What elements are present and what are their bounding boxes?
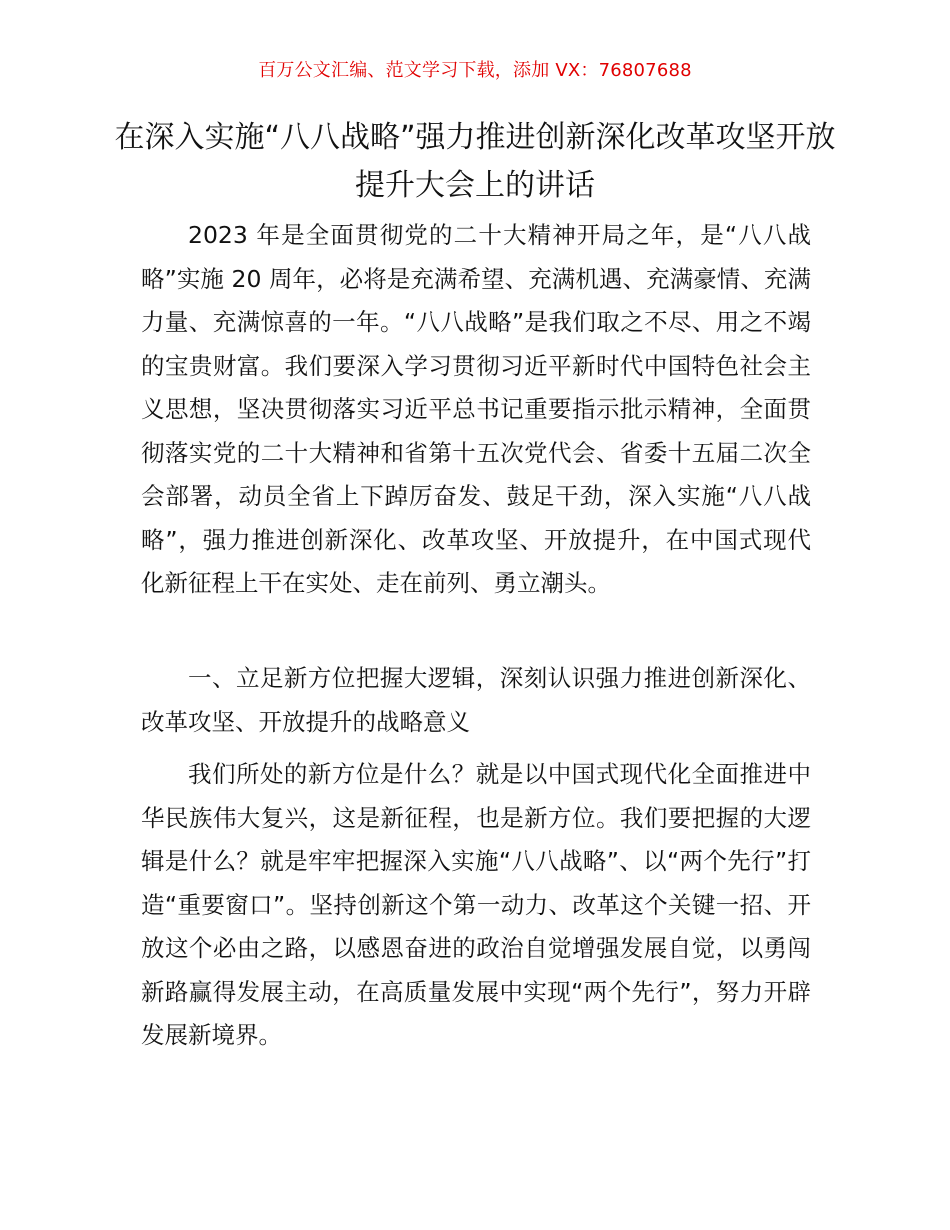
paragraph-intro: 2023 年是全面贯彻党的二十大精神开局之年，是“八八战略”实施 20 周年，必将是充满希望、充满机遇、充满豪情、充满力量、充满惊喜的一年。“八八战略”是我们取之不尽、用之不竭的宝贵财富。我们要深入学习贯彻习近平新时代中国特色社会主义思想，坚决贯彻落实习近平总书记重要指示批示精神，全面贯彻落实党的二十大精神和省第十五次党代会、省委十五届二次全会部署，动员全省上下踔厉奋发、鼓足干劲，深入实施“八八战略”，强力推进创新深化、改革攻坚、开放提升，在中国式现代化新征程上干在实处、走在前列、勇立潮头。 [141, 221, 811, 597]
section-heading-1: 一、立足新方位把握大逻辑，深刻认识强力推进创新深化、改革攻坚、开放提升的战略意义 [141, 664, 811, 736]
paragraph-section-1: 我们所处的新方位是什么？就是以中国式现代化全面推进中华民族伟大复兴，这是新征程，也是新方位。我们要把握的大逻辑是什么？就是牢牢把握深入实施“八八战略”、以“两个先行”打造“重要窗口”。坚持创新这个第一动力、改革这个关键一招、开放这个必由之路，以感恩奋进的政治自觉增强发展自觉，以勇闯新路赢得发展主动，在高质量发展中实现“两个先行”，努力开辟发展新境界。 [141, 760, 811, 1049]
header-note: 百万公文汇编、范文学习下载，添加 VX：76807688 [258, 60, 692, 81]
document-title: 在深入实施“八八战略”强力推进创新深化改革攻坚开放提升大会上的讲话 [114, 120, 836, 203]
